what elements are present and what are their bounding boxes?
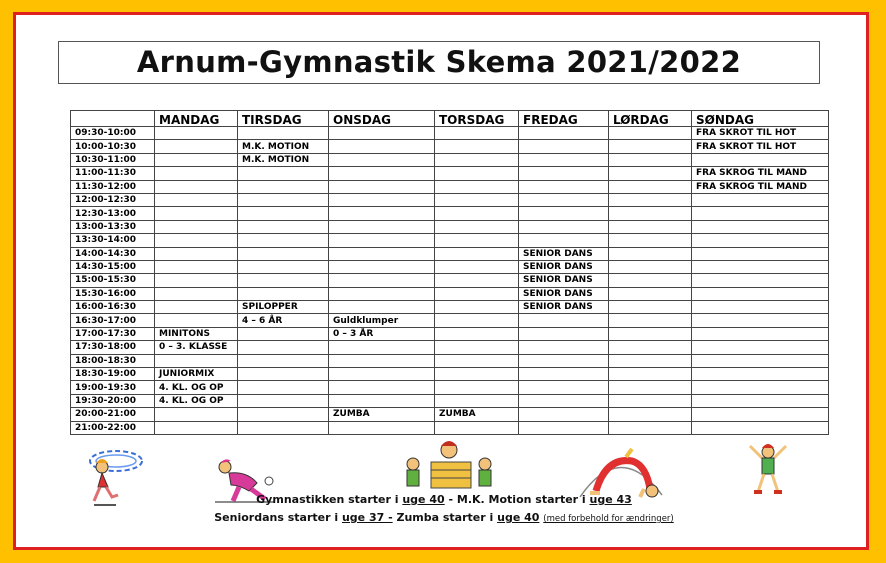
schedule-cell [435, 127, 519, 140]
time-slot: 13:30-14:00 [71, 234, 155, 247]
schedule-cell [435, 274, 519, 287]
schedule-cell [155, 127, 238, 140]
schedule-cell [692, 354, 829, 367]
schedule-cell [329, 274, 435, 287]
schedule-cell [435, 193, 519, 206]
time-slot: 21:00-22:00 [71, 421, 155, 434]
schedule-cell [238, 394, 329, 407]
schedule-cell [155, 314, 238, 327]
schedule-cell [238, 234, 329, 247]
time-slot: 15:30-16:00 [71, 287, 155, 300]
schedule-cell [692, 193, 829, 206]
schedule-cell [692, 301, 829, 314]
schedule-cell [238, 287, 329, 300]
schedule-cell [329, 167, 435, 180]
schedule-cell: SPILOPPER [238, 301, 329, 314]
schedule-cell [435, 220, 519, 233]
schedule-cell [435, 167, 519, 180]
time-slot: 19:30-20:00 [71, 394, 155, 407]
day-header: TORSDAG [435, 111, 519, 127]
schedule-cell [609, 381, 692, 394]
schedule-cell [238, 247, 329, 260]
schedule-cell [519, 394, 609, 407]
schedule-row [71, 408, 829, 421]
schedule-cell [609, 301, 692, 314]
schedule-cell: SENIOR DANS [519, 287, 609, 300]
schedule-cell [435, 207, 519, 220]
schedule-cell [609, 260, 692, 273]
schedule-cell [155, 287, 238, 300]
schedule-cell [609, 274, 692, 287]
schedule-cell [435, 153, 519, 166]
schedule-cell [519, 153, 609, 166]
schedule-cell [609, 193, 692, 206]
schedule-cell [609, 140, 692, 153]
schedule-cell [435, 247, 519, 260]
schedule-cell [692, 274, 829, 287]
schedule-cell [435, 368, 519, 381]
schedule-cell [238, 341, 329, 354]
schedule-cell: SENIOR DANS [519, 247, 609, 260]
time-slot: 11:30-12:00 [71, 180, 155, 193]
schedule-cell [609, 408, 692, 421]
schedule-cell [692, 247, 829, 260]
schedule-cell: ZUMBA [329, 408, 435, 421]
schedule-cell [609, 167, 692, 180]
footer-week: uge 40 [497, 511, 540, 524]
schedule-cell [238, 127, 329, 140]
footer-week: uge 40 [402, 493, 445, 506]
day-header: ONSDAG [329, 111, 435, 127]
schedule-cell: FRA SKROT TIL HOT [692, 127, 829, 140]
schedule-cell [435, 341, 519, 354]
schedule-row [71, 274, 829, 287]
time-slot: 18:00-18:30 [71, 354, 155, 367]
footer-line-2 [16, 511, 872, 524]
time-slot: 14:00-14:30 [71, 247, 155, 260]
schedule-cell [435, 140, 519, 153]
schedule-cell [155, 180, 238, 193]
schedule-cell [155, 153, 238, 166]
schedule-cell [519, 354, 609, 367]
page-title: Arnum-Gymnastik Skema 2021/2022 [58, 41, 820, 84]
schedule-row [71, 207, 829, 220]
footer-week: uge 43 [589, 493, 632, 506]
schedule-cell [435, 394, 519, 407]
schedule-cell [692, 327, 829, 340]
time-slot: 10:30-11:00 [71, 153, 155, 166]
schedule-cell [692, 381, 829, 394]
schedule-cell [155, 354, 238, 367]
schedule-cell [329, 341, 435, 354]
schedule-cell [435, 260, 519, 273]
schedule-cell: Guldklumper [329, 314, 435, 327]
schedule-row [71, 234, 829, 247]
footer-note: (med forbehold for ændringer) [543, 514, 674, 524]
schedule-cell [329, 368, 435, 381]
day-header: SØNDAG [692, 111, 829, 127]
time-slot: 20:00-21:00 [71, 408, 155, 421]
schedule-cell [609, 341, 692, 354]
schedule-cell [329, 127, 435, 140]
jumping-girl-icon [746, 440, 790, 498]
schedule-cell [329, 301, 435, 314]
schedule-cell [609, 180, 692, 193]
schedule-row [71, 153, 829, 166]
schedule-cell [519, 327, 609, 340]
schedule-cell: FRA SKROT TIL HOT [692, 140, 829, 153]
schedule-cell [329, 354, 435, 367]
schedule-row [71, 381, 829, 394]
schedule-row [71, 127, 829, 140]
schedule-cell [238, 193, 329, 206]
schedule-cell [238, 327, 329, 340]
schedule-cell [329, 234, 435, 247]
schedule-cell [435, 421, 519, 434]
schedule-cell [155, 260, 238, 273]
schedule-cell [609, 394, 692, 407]
schedule-cell [155, 207, 238, 220]
schedule-cell: MINITONS [155, 327, 238, 340]
schedule-cell [692, 220, 829, 233]
schedule-cell [609, 153, 692, 166]
time-column-header [71, 111, 155, 127]
schedule-cell [519, 234, 609, 247]
time-slot: 11:00-11:30 [71, 167, 155, 180]
schedule-cell [519, 207, 609, 220]
schedule-cell [155, 140, 238, 153]
schedule-cell [692, 368, 829, 381]
schedule-cell [609, 368, 692, 381]
schedule-cell [155, 193, 238, 206]
schedule-cell [238, 167, 329, 180]
time-slot: 09:30-10:00 [71, 127, 155, 140]
schedule-row [71, 180, 829, 193]
schedule-row [71, 421, 829, 434]
day-header: LØRDAG [609, 111, 692, 127]
schedule-cell [692, 153, 829, 166]
schedule-cell [155, 301, 238, 314]
schedule-cell [692, 314, 829, 327]
time-slot: 15:00-15:30 [71, 274, 155, 287]
header-row [71, 111, 829, 127]
schedule-cell [155, 274, 238, 287]
schedule-cell [329, 193, 435, 206]
schedule-cell [609, 247, 692, 260]
schedule-cell [238, 220, 329, 233]
schedule-cell [692, 260, 829, 273]
schedule-cell [435, 301, 519, 314]
schedule-cell [155, 234, 238, 247]
schedule-cell [609, 234, 692, 247]
schedule-cell [519, 381, 609, 394]
schedule-cell [519, 408, 609, 421]
time-slot: 18:30-19:00 [71, 368, 155, 381]
schedule-cell [329, 180, 435, 193]
schedule-row [71, 368, 829, 381]
schedule-cell [692, 341, 829, 354]
day-header: TIRSDAG [238, 111, 329, 127]
schedule-row [71, 327, 829, 340]
schedule-row [71, 193, 829, 206]
schedule-cell [609, 354, 692, 367]
schedule-cell [238, 207, 329, 220]
schedule-cell [238, 368, 329, 381]
schedule-cell [329, 207, 435, 220]
schedule-row [71, 167, 829, 180]
schedule-cell [692, 408, 829, 421]
schedule-cell [692, 234, 829, 247]
schedule-cell: 0 – 3 ÅR [329, 327, 435, 340]
page-frame-inner [13, 12, 869, 550]
schedule-cell [609, 421, 692, 434]
schedule-cell [609, 127, 692, 140]
schedule-row [71, 220, 829, 233]
schedule-cell: SENIOR DANS [519, 260, 609, 273]
schedule-cell [329, 220, 435, 233]
schedule-cell: 4. KL. OG OP [155, 381, 238, 394]
schedule-cell [238, 180, 329, 193]
time-slot: 17:30-18:00 [71, 341, 155, 354]
schedule-cell [435, 327, 519, 340]
schedule-cell [435, 314, 519, 327]
time-slot: 10:00-10:30 [71, 140, 155, 153]
time-slot: 17:00-17:30 [71, 327, 155, 340]
schedule-cell [519, 220, 609, 233]
vaulting-kids-icon [401, 440, 496, 492]
schedule-row [71, 140, 829, 153]
schedule-row [71, 314, 829, 327]
schedule-cell [238, 381, 329, 394]
schedule-cell: 0 – 3. KLASSE [155, 341, 238, 354]
schedule-cell [692, 421, 829, 434]
footer-text: Gymnastikken starter i [256, 493, 403, 506]
schedule-table [70, 110, 829, 435]
schedule-cell [435, 180, 519, 193]
schedule-row [71, 394, 829, 407]
schedule-cell: 4. KL. OG OP [155, 394, 238, 407]
schedule-cell [609, 287, 692, 300]
footer-text: Seniordans starter i [214, 511, 342, 524]
schedule-cell: SENIOR DANS [519, 301, 609, 314]
schedule-cell: 4 – 6 ÅR [238, 314, 329, 327]
footer-text: - M.K. Motion starter i [444, 493, 590, 506]
schedule-cell [435, 381, 519, 394]
schedule-cell [692, 287, 829, 300]
schedule-cell [238, 274, 329, 287]
schedule-cell [238, 408, 329, 421]
schedule-cell [155, 167, 238, 180]
schedule-row [71, 354, 829, 367]
schedule-cell [519, 368, 609, 381]
schedule-cell [238, 421, 329, 434]
schedule-cell: JUNIORMIX [155, 368, 238, 381]
schedule-cell [609, 314, 692, 327]
schedule-cell [329, 153, 435, 166]
footer-week: uge 37 - [341, 511, 393, 524]
schedule-cell [155, 247, 238, 260]
schedule-cell [519, 193, 609, 206]
schedule-cell [519, 167, 609, 180]
schedule-cell [519, 127, 609, 140]
schedule-cell: M.K. MOTION [238, 140, 329, 153]
time-slot: 13:00-13:30 [71, 220, 155, 233]
schedule-cell [692, 394, 829, 407]
schedule-cell [519, 180, 609, 193]
schedule-cell [435, 287, 519, 300]
schedule-cell [329, 247, 435, 260]
day-header: FREDAG [519, 111, 609, 127]
schedule-cell: ZUMBA [435, 408, 519, 421]
time-slot: 12:30-13:00 [71, 207, 155, 220]
schedule-cell [329, 394, 435, 407]
schedule-cell [238, 260, 329, 273]
schedule-cell [609, 207, 692, 220]
schedule-cell [329, 287, 435, 300]
schedule-cell [609, 327, 692, 340]
footer-text: Zumba starter i [392, 511, 498, 524]
day-header: MANDAG [155, 111, 238, 127]
schedule-cell [155, 408, 238, 421]
schedule-cell [329, 421, 435, 434]
schedule-cell [329, 260, 435, 273]
schedule-cell [609, 220, 692, 233]
schedule-cell [435, 354, 519, 367]
schedule-cell: M.K. MOTION [238, 153, 329, 166]
schedule-cell: SENIOR DANS [519, 274, 609, 287]
schedule-cell: FRA SKROG TIL MAND [692, 167, 829, 180]
schedule-cell [238, 354, 329, 367]
schedule-cell [692, 207, 829, 220]
time-slot: 14:30-15:00 [71, 260, 155, 273]
schedule-row [71, 301, 829, 314]
schedule-cell [435, 234, 519, 247]
schedule-cell [519, 314, 609, 327]
schedule-cell [155, 421, 238, 434]
schedule-row [71, 260, 829, 273]
time-slot: 16:00-16:30 [71, 301, 155, 314]
time-slot: 19:00-19:30 [71, 381, 155, 394]
footer-line-1 [16, 493, 872, 506]
time-slot: 12:00-12:30 [71, 193, 155, 206]
schedule-row [71, 287, 829, 300]
schedule-cell: FRA SKROG TIL MAND [692, 180, 829, 193]
schedule-row [71, 247, 829, 260]
schedule-cell [519, 140, 609, 153]
schedule-cell [519, 421, 609, 434]
schedule-row [71, 341, 829, 354]
schedule-cell [519, 341, 609, 354]
time-slot: 16:30-17:00 [71, 314, 155, 327]
schedule-cell [329, 381, 435, 394]
schedule-cell [155, 220, 238, 233]
schedule-cell [329, 140, 435, 153]
